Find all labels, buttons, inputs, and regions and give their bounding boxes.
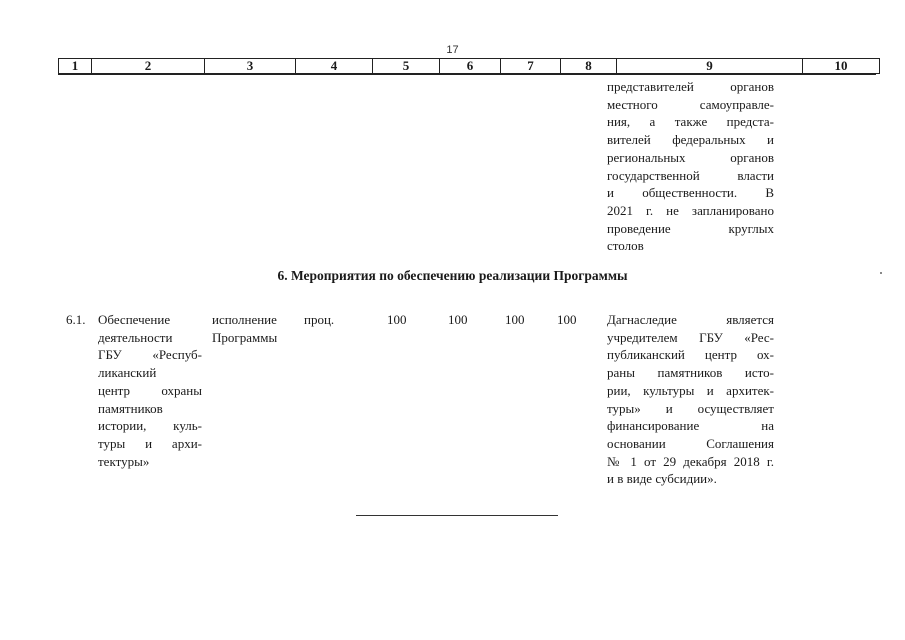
column-header: 5 [373,59,440,74]
table-underline [58,74,876,75]
indicator-line: Программы [212,329,278,345]
event-name-line: Обеспечение [98,312,171,327]
column-header: 2 [92,59,205,74]
note-line: вителей федеральных и [607,132,774,148]
event-name [98,311,202,470]
column-header-table [58,58,880,74]
section-title: 6. Мероприятия по обеспечению реализации Программы [277,268,628,283]
event-name-line: туры и архи- [98,435,202,451]
column-header: 7 [501,59,561,74]
note-line: № 1 от 29 декабря 2018 г. [607,453,774,469]
indicator-line: исполнение [212,312,277,327]
note-line: представителей органов [607,79,774,94]
indicator [212,311,292,346]
value-cell: 100 [557,312,577,327]
end-divider [356,515,558,516]
note-line: местного самоуправле- [607,96,774,112]
column-header: 1 [59,59,92,74]
note-line: государственной власти [607,167,774,183]
row-note [607,311,774,488]
event-name-line: памятников [98,400,163,416]
continuation-note [607,78,774,255]
value-cell: 100 [505,312,525,327]
value-cell: 100 [387,312,407,327]
column-header: 3 [205,59,296,74]
column-header: 8 [561,59,617,74]
row-number: 6.1. [66,312,86,327]
note-line: ния, а также предста- [607,114,774,130]
note-line: 2021 г. не запланировано [607,202,774,218]
column-header: 10 [803,59,880,74]
page-number: 17 [446,44,459,56]
note-line: столов [607,238,644,254]
note-line: основании Соглашения [607,435,774,451]
value-cell: 100 [448,312,468,327]
event-name-line: ГБУ «Респуб- [98,347,202,363]
column-header: 6 [440,59,501,74]
column-header: 9 [617,59,803,74]
note-line: и в виде субсидии». [607,471,717,487]
event-name-line: истории, куль- [98,418,202,434]
event-name-line: тектуры» [98,453,150,469]
note-line: публиканский центр ох- [607,347,774,363]
column-header: 4 [296,59,373,74]
note-line: проведение круглых [607,220,774,236]
scan-speck [880,272,882,274]
unit: проц. [304,312,335,327]
note-line: региональных органов [607,149,774,165]
note-line: Дагнаследие является [607,312,774,327]
note-line: финансирование на [607,418,774,434]
event-name-line: центр охраны [98,382,202,398]
note-line: учредителем ГБУ «Рес- [607,329,774,345]
note-line: туры» и осуществляет [607,400,774,416]
note-line: рии, культуры и архитек- [607,382,774,398]
event-name-line: деятельности [98,329,173,345]
note-line: раны памятников исто- [607,365,774,381]
note-line: и общественности. В [607,185,774,201]
event-name-line: ликанский [98,365,157,381]
